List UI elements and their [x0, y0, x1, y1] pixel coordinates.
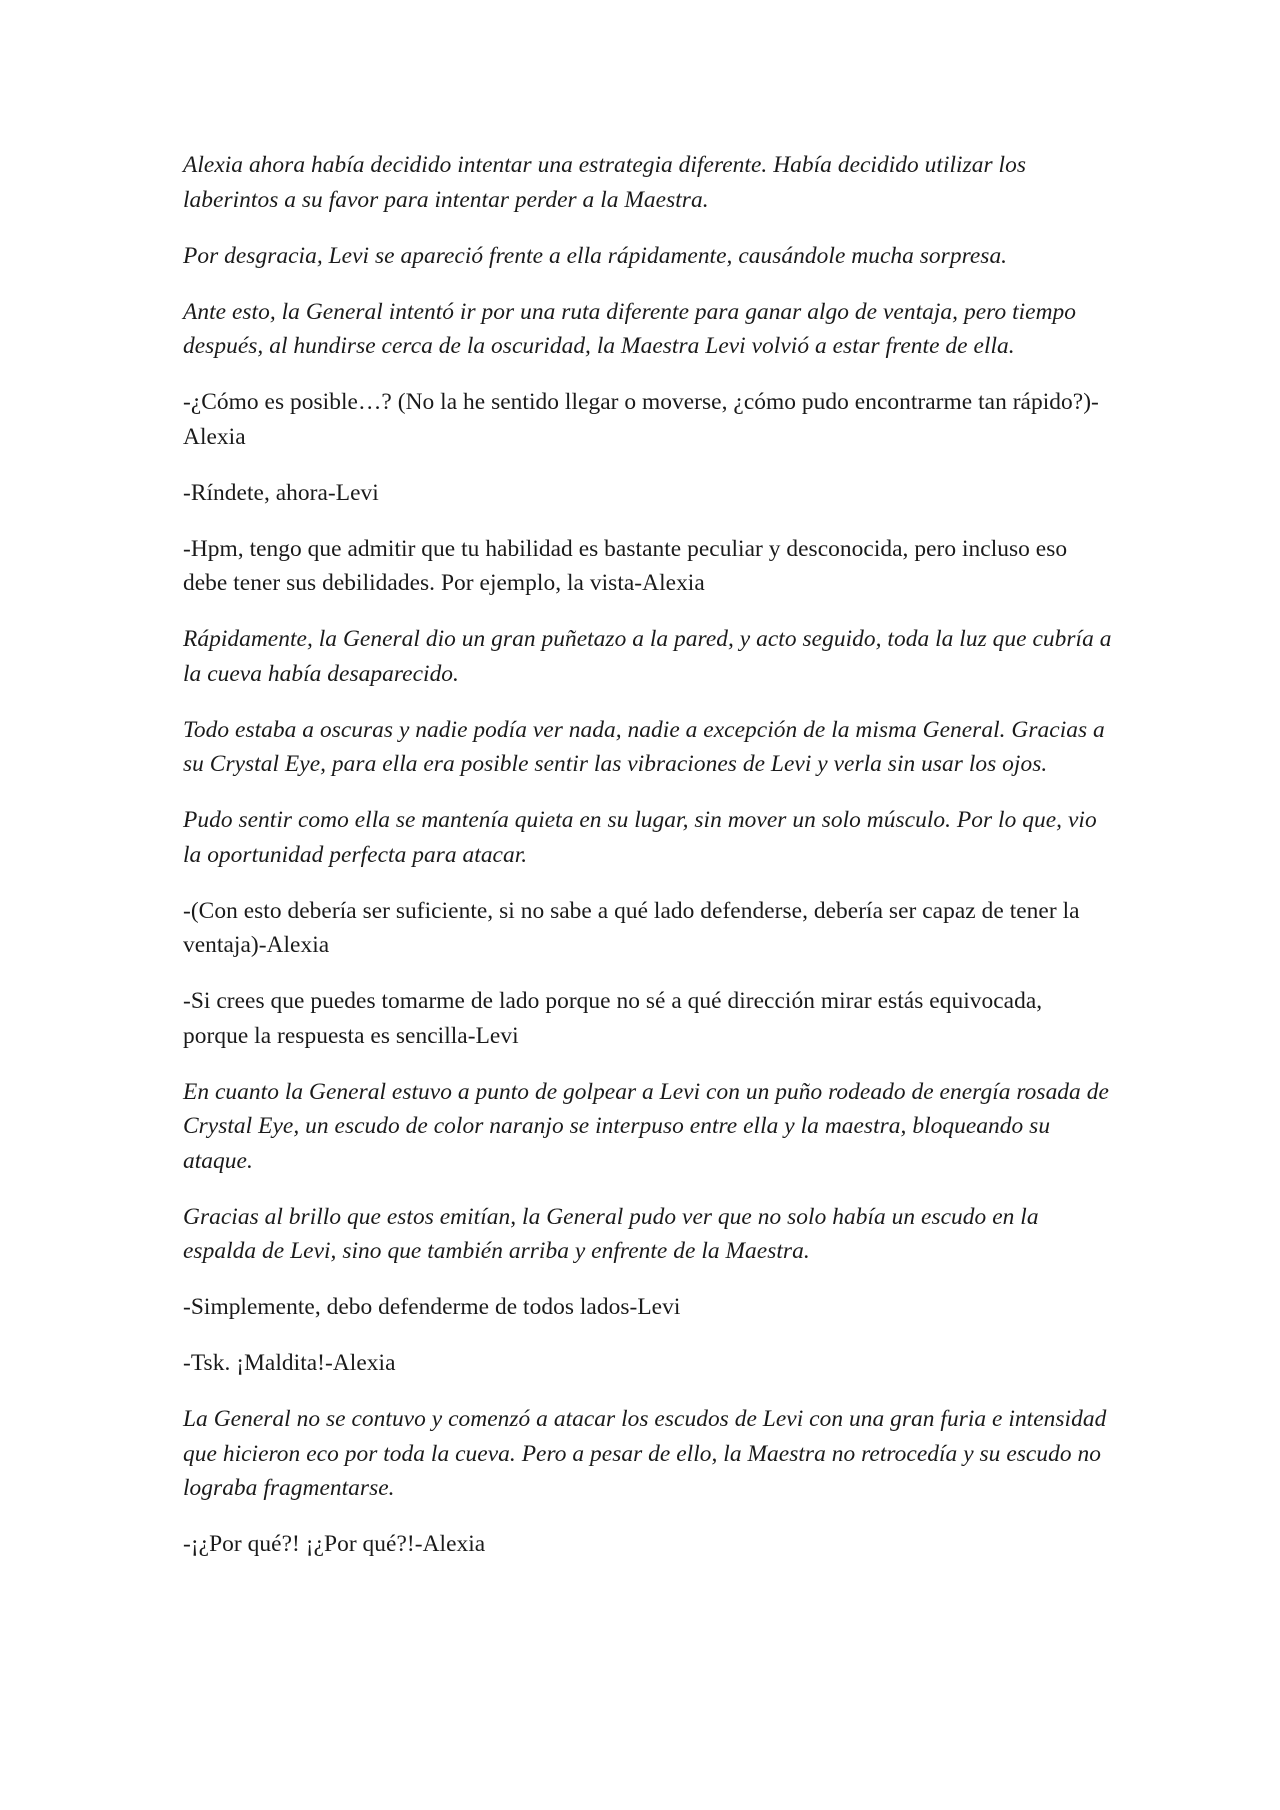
paragraph-narration: Alexia ahora había decidido intentar una estrategia diferente. Había decidido utilizar los laberintos a su favor para intentar perder a la Maestra.	[183, 152, 1026, 213]
paragraph-narration: En cuanto la General estuvo a punto de golpear a Levi con un puño rodeado de energía rosada de Crystal Eye, un escudo de color naranjo se interpuso entre ella y la maestra, bloqueando su ataque.	[183, 1078, 1109, 1174]
paragraph-narration: Por desgracia, Levi se apareció frente a ella rápidamente, causándole mucha sorpresa.	[183, 242, 1008, 269]
paragraph-narration: Ante esto, la General intentó ir por una ruta diferente para ganar algo de ventaja, pero tiempo después, al hundirse cerca de la oscuridad, la Maestra Levi volvió a estar frente de ella.	[183, 298, 1077, 359]
paragraph-narration: Pudo sentir como ella se mantenía quieta en su lugar, sin mover un solo músculo. Por lo que, vio la oportunidad perfecta para atacar.	[183, 807, 1097, 868]
paragraph-dialogue: -¿Cómo es posible…? (No la he sentido llegar o moverse, ¿cómo pudo encontrarme tan rápido?)-Alexia	[183, 389, 1099, 450]
paragraph-dialogue: -Si crees que puedes tomarme de lado porque no sé a qué dirección mirar estás equivocada, porque la respuesta es sencilla-Levi	[183, 988, 1043, 1049]
paragraph-narration: La General no se contuvo y comenzó a atacar los escudos de Levi con una gran furia e intensidad que hicieron eco por toda la cueva. Pero a pesar de ello, la Maestra no retrocedía y su escudo no lograba fragmentarse.	[183, 1406, 1107, 1501]
paragraph-dialogue: -(Con esto debería ser suficiente, si no sabe a qué lado defenderse, debería ser capaz de tener la ventaja)-Alexia	[183, 897, 1080, 958]
paragraph-narration: Gracias al brillo que estos emitían, la General pudo ver que no solo había un escudo en la espalda de Levi, sino que también arriba y enfrente de la Maestra.	[183, 1203, 1039, 1264]
paragraph-dialogue: -¡¿Por qué?! ¡¿Por qué?!-Alexia	[183, 1531, 486, 1557]
paragraph-dialogue: -Tsk. ¡Maldita!-Alexia	[183, 1350, 396, 1376]
paragraph-dialogue: -Hpm, tengo que admitir que tu habilidad es bastante peculiar y desconocida, pero incluso eso debe tener sus debilidades. Por ejemplo, la vista-Alexia	[183, 535, 1068, 596]
paragraph-narration: Todo estaba a oscuras y nadie podía ver nada, nadie a excepción de la misma General. Gracias a su Crystal Eye, para ella era posible sentir las vibraciones de Levi y verla sin usar los ojos.	[183, 716, 1105, 777]
paragraph-dialogue: -Ríndete, ahora-Levi	[183, 479, 379, 506]
paragraph-narration: Rápidamente, la General dio un gran puñetazo a la pared, y acto seguido, toda la luz que cubría a la cueva había desaparecido.	[183, 626, 1112, 687]
document-page	[183, 148, 1113, 1583]
paragraph-dialogue: -Simplemente, debo defenderme de todos lados-Levi	[183, 1294, 681, 1320]
